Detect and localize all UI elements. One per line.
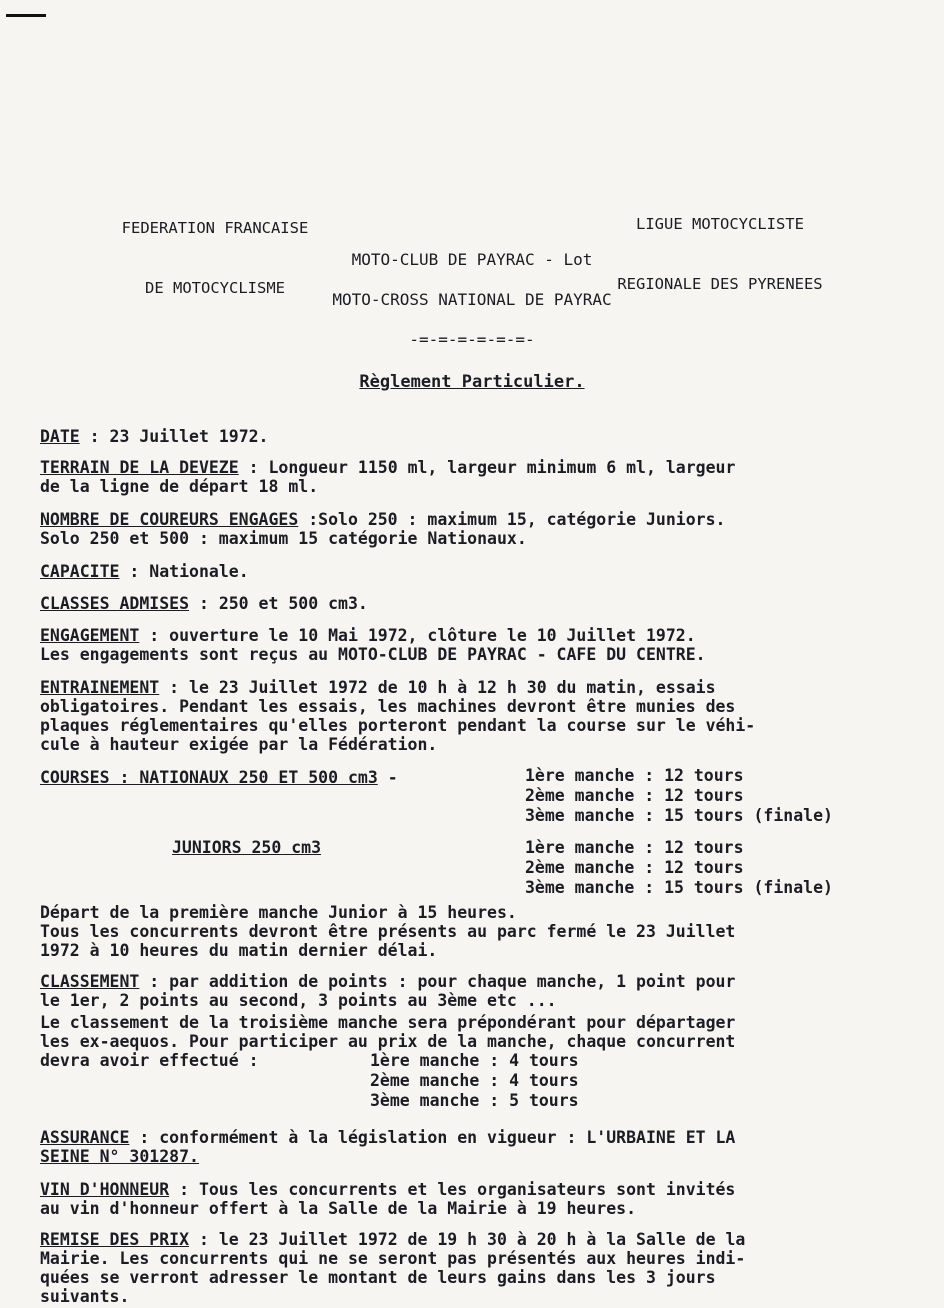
classement-cont-3: les ex-aequos. Pour participer au prix de la manche, chaque concurrent — [40, 1032, 736, 1051]
classes-text: : 250 et 500 cm3. — [189, 594, 368, 613]
courses-dash: - — [377, 768, 398, 787]
engagement-cont: Les engagements sont reçus au MOTO-CLUB DE PAYRAC - CAFE DU CENTRE. — [40, 645, 706, 664]
assurance-line — [40, 1128, 735, 1148]
capacite-text: : Nationale. — [119, 562, 249, 581]
terrain-text: : Longueur 1150 ml, largeur minimum 6 ml, largeur — [238, 458, 736, 477]
entrainement-cont-1: obligatoires. Pendant les essais, les machines devront être munies des — [40, 697, 736, 716]
ligue-line-2: REGIONALE DES PYRENEES — [617, 275, 823, 293]
ligue-line-1: LIGUE MOTOCYCLISTE — [636, 215, 804, 233]
courses-line — [40, 768, 398, 788]
federation-line-2: DE MOTOCYCLISME — [145, 279, 285, 297]
document-title: Règlement Particulier. — [359, 372, 585, 392]
assurance-cont: SEINE N° 301287. — [40, 1147, 199, 1166]
classement-label: CLASSEMENT — [40, 972, 140, 991]
classement-line — [40, 972, 735, 992]
terrain-label: TERRAIN DE LA DEVEZE — [40, 458, 239, 477]
remise-line — [40, 1230, 745, 1250]
nombre-text: :Solo 250 : maximum 15, catégorie Juniors. — [298, 510, 726, 529]
entrainement-text: : le 23 Juillet 1972 de 10 h à 12 h 30 du matin, essais — [159, 678, 716, 697]
nat-manche-2: 2ème manche : 12 tours — [525, 786, 744, 805]
classement-cont-2: Le classement de la troisième manche sera prépondérant pour départager — [40, 1013, 736, 1032]
nombre-line — [40, 510, 725, 530]
federation-line-1: FEDERATION FRANCAISE — [121, 219, 309, 237]
event-name: MOTO-CROSS NATIONAL DE PAYRAC — [332, 290, 612, 309]
nombre-cont: Solo 250 et 500 : maximum 15 catégorie Nationaux. — [40, 529, 527, 548]
terrain-cont: de la ligne de départ 18 ml. — [40, 477, 319, 496]
depart-line-3: 1972 à 10 heures du matin dernier délai. — [40, 941, 438, 960]
courses-label: COURSES : NATIONAUX 250 ET 500 cm3 — [40, 768, 378, 787]
classement-cont-1: le 1er, 2 points au second, 3 points au 3ème etc ... — [40, 991, 557, 1010]
engagement-label: ENGAGEMENT — [40, 626, 140, 645]
nat-manche-3: 3ème manche : 15 tours (finale) — [525, 806, 833, 825]
remise-cont-1: Mairie. Les concurrents qui ne se seront pas présentés aux heures indi- — [40, 1249, 746, 1268]
remise-cont-2: quées se verront adresser le montant de leurs gains dans les 3 jours — [40, 1268, 716, 1287]
date-line — [40, 427, 269, 447]
date-text: : 23 Juillet 1972. — [79, 427, 269, 446]
entrainement-cont-3: cule à hauteur exigée par la Fédération. — [40, 735, 438, 754]
classement-text: : par addition de points : pour chaque manche, 1 point pour — [139, 972, 736, 991]
classement-tours-3: 3ème manche : 5 tours — [370, 1091, 579, 1110]
entrainement-cont-2: plaques réglementaires qu'elles porteront pendant la course sur le véhi- — [40, 716, 756, 735]
vin-label: VIN D'HONNEUR — [40, 1180, 170, 1199]
entrainement-line — [40, 678, 716, 698]
jun-manche-3: 3ème manche : 15 tours (finale) — [525, 878, 833, 897]
terrain-line — [40, 458, 735, 478]
assurance-text: : conformément à la législation en vigueur : L'URBAINE ET LA — [129, 1128, 736, 1147]
classement-tours-1: 1ère manche : 4 tours — [370, 1051, 579, 1070]
corner-mark — [6, 14, 46, 17]
classement-tours-2: 2ème manche : 4 tours — [370, 1071, 579, 1090]
remise-label: REMISE DES PRIX — [40, 1230, 190, 1249]
classement-cont-4: devra avoir effectué : — [40, 1051, 259, 1070]
engagement-line — [40, 626, 696, 646]
divider-line: -=-=-=-=-=-=- — [409, 330, 535, 349]
classes-label: CLASSES ADMISES — [40, 594, 190, 613]
capacite-line — [40, 562, 249, 582]
assurance-label: ASSURANCE — [40, 1128, 130, 1147]
vin-text: : Tous les concurrents et les organisateurs sont invités — [169, 1180, 736, 1199]
depart-line-2: Tous les concurrents devront être présents au parc fermé le 23 Juillet — [40, 922, 736, 941]
classes-line — [40, 594, 368, 614]
juniors-label: JUNIORS 250 cm3 — [172, 838, 322, 857]
vin-line — [40, 1180, 735, 1200]
nat-manche-1: 1ère manche : 12 tours — [525, 766, 744, 785]
vin-cont: au vin d'honneur offert à la Salle de la Mairie à 19 heures. — [40, 1199, 637, 1218]
jun-manche-1: 1ère manche : 12 tours — [525, 838, 744, 857]
depart-line-1: Départ de la première manche Junior à 15 heures. — [40, 903, 517, 922]
nombre-label: NOMBRE DE COUREURS ENGAGES — [40, 510, 299, 529]
engagement-text: : ouverture le 10 Mai 1972, clôture le 10 Juillet 1972. — [139, 626, 696, 645]
jun-manche-2: 2ème manche : 12 tours — [525, 858, 744, 877]
capacite-label: CAPACITE — [40, 562, 120, 581]
remise-cont-3: suivants. — [40, 1287, 130, 1306]
remise-text: : le 23 Juillet 1972 de 19 h 30 à 20 h à la Salle de la — [189, 1230, 746, 1249]
club-name: MOTO-CLUB DE PAYRAC - Lot — [351, 250, 593, 269]
entrainement-label: ENTRAINEMENT — [40, 678, 160, 697]
date-label: DATE — [40, 427, 80, 446]
